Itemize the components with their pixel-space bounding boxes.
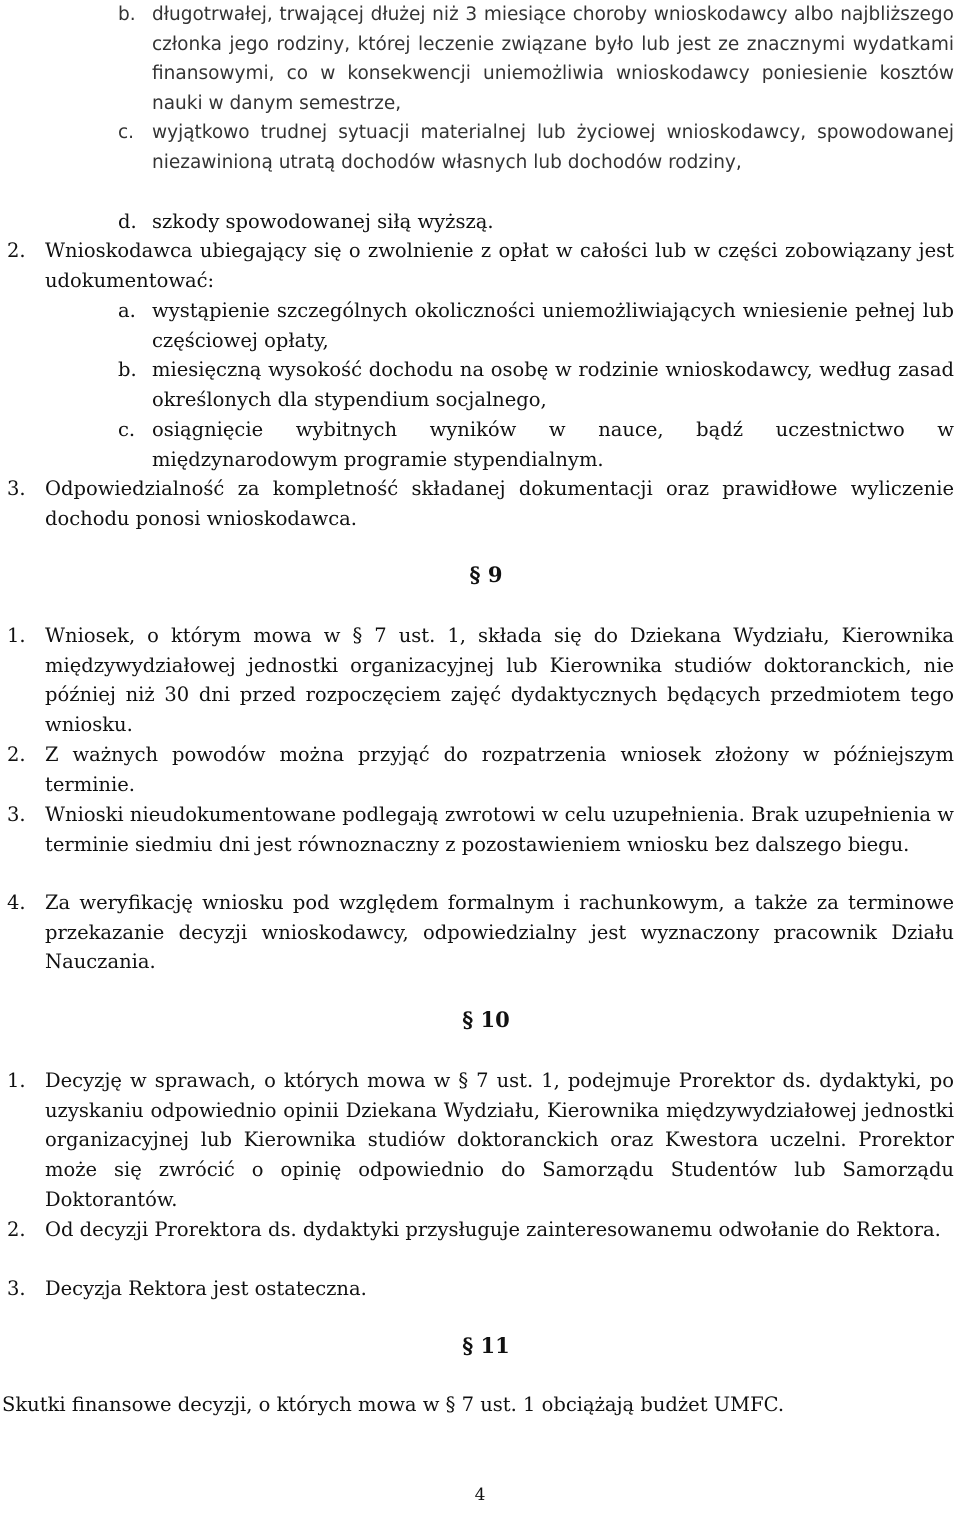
section-heading: § 11 <box>462 1333 510 1358</box>
item-text: Za weryfikację wniosku pod względem formalnym i rachunkowym, a także za terminowe przekazanie decyzji wnioskodawcy, odpowiedzialny jest wyznaczony pracownik Działu Nauczania. <box>45 891 954 974</box>
page-number: 4 <box>474 1485 486 1505</box>
item-text: Od decyzji Prorektora ds. dydaktyki przysługuje zainteresowanemu odwołanie do Rektora. <box>45 1218 941 1241</box>
item-text: Wnioskodawca ubiegający się o zwolnienie z opłat w całości lub w części zobowiązany jest udokumentować: <box>45 239 954 292</box>
item-text: szkody spowodowanej siłą wyższą. <box>152 210 494 233</box>
section-heading: § 9 <box>469 562 503 587</box>
item-marker: 1. <box>7 624 26 647</box>
item-marker: b. <box>118 358 137 381</box>
item-marker: 4. <box>7 891 26 914</box>
item-text: wyjątkowo trudnej sytuacji materialnej lub życiowej wnioskodawcy, spowodowanej niezawinioną utratą dochodów własnych lub dochodów rodziny, <box>152 122 954 173</box>
item-marker: a. <box>118 299 136 322</box>
item-marker: c. <box>118 418 136 441</box>
item-marker: 2. <box>7 1218 26 1241</box>
section-heading: § 10 <box>462 1007 510 1032</box>
item-marker: 3. <box>7 803 26 826</box>
item-marker: 3. <box>7 477 26 500</box>
item-text: Odpowiedzialność za kompletność składanej dokumentacji oraz prawidłowe wyliczenie dochodu ponosi wnioskodawca. <box>45 477 954 530</box>
item-text: Wnioski nieudokumentowane podlegają zwrotowi w celu uzupełnienia. Brak uzupełnienia w terminie siedmiu dni jest równoznaczny z pozostawieniem wniosku bez dalszego biegu. <box>45 803 954 856</box>
item-marker: d. <box>118 210 137 233</box>
item-text: Decyzję w sprawach, o których mowa w § 7 ust. 1, podejmuje Prorektor ds. dydaktyki, po uzyskaniu odpowiednio opinii Dziekana Wydziału, Kierownika międzywydziałowej jednostki organizacyjnej lub Kierownika studiów doktoranckich oraz Kwestora uczelni. Prorektor może się zwrócić o opinię odpowiednio do Samorządu Studentów lub Samorządu Doktorantów. <box>45 1069 954 1211</box>
item-text: osiągnięcie wybitnych wyników w nauce, bądź uczestnictwo w międzynarodowym programie stypendialnym. <box>152 418 954 471</box>
item-marker: 1. <box>7 1069 26 1092</box>
item-text: wystąpienie szczególnych okoliczności uniemożliwiających wniesienie pełnej lub częściowej opłaty, <box>152 299 954 352</box>
item-text: miesięczną wysokość dochodu na osobę w rodzinie wnioskodawcy, według zasad określonych dla stypendium socjalnego, <box>152 358 954 411</box>
item-marker: 2. <box>7 239 26 262</box>
closing-paragraph: Skutki finansowe decyzji, o których mowa w § 7 ust. 1 obciążają budżet UMFC. <box>2 1393 785 1416</box>
item-marker: b. <box>118 4 136 25</box>
item-marker: 3. <box>7 1277 26 1300</box>
item-marker: 2. <box>7 743 26 766</box>
item-marker: c. <box>118 122 135 143</box>
item-text: długotrwałej, trwającej dłużej niż 3 miesiące choroby wnioskodawcy albo najbliższego członka jego rodziny, której leczenie związane było lub jest ze znacznymi wydatkami finansowymi, co w konsekwencji uniemożliwia wnioskodawcy poniesienie kosztów nauki w danym semestrze, <box>152 4 954 115</box>
item-text: Decyzja Rektora jest ostateczna. <box>45 1277 367 1300</box>
item-text: Z ważnych powodów można przyjąć do rozpatrzenia wniosek złożony w późniejszym terminie. <box>45 743 954 796</box>
item-text: Wniosek, o którym mowa w § 7 ust. 1, składa się do Dziekana Wydziału, Kierownika międzywydziałowej jednostki organizacyjnej lub Kierownika studiów doktoranckich, nie później niż 30 dni przed rozpoczęciem zajęć dydaktycznych będących przedmiotem tego wniosku. <box>45 624 954 737</box>
